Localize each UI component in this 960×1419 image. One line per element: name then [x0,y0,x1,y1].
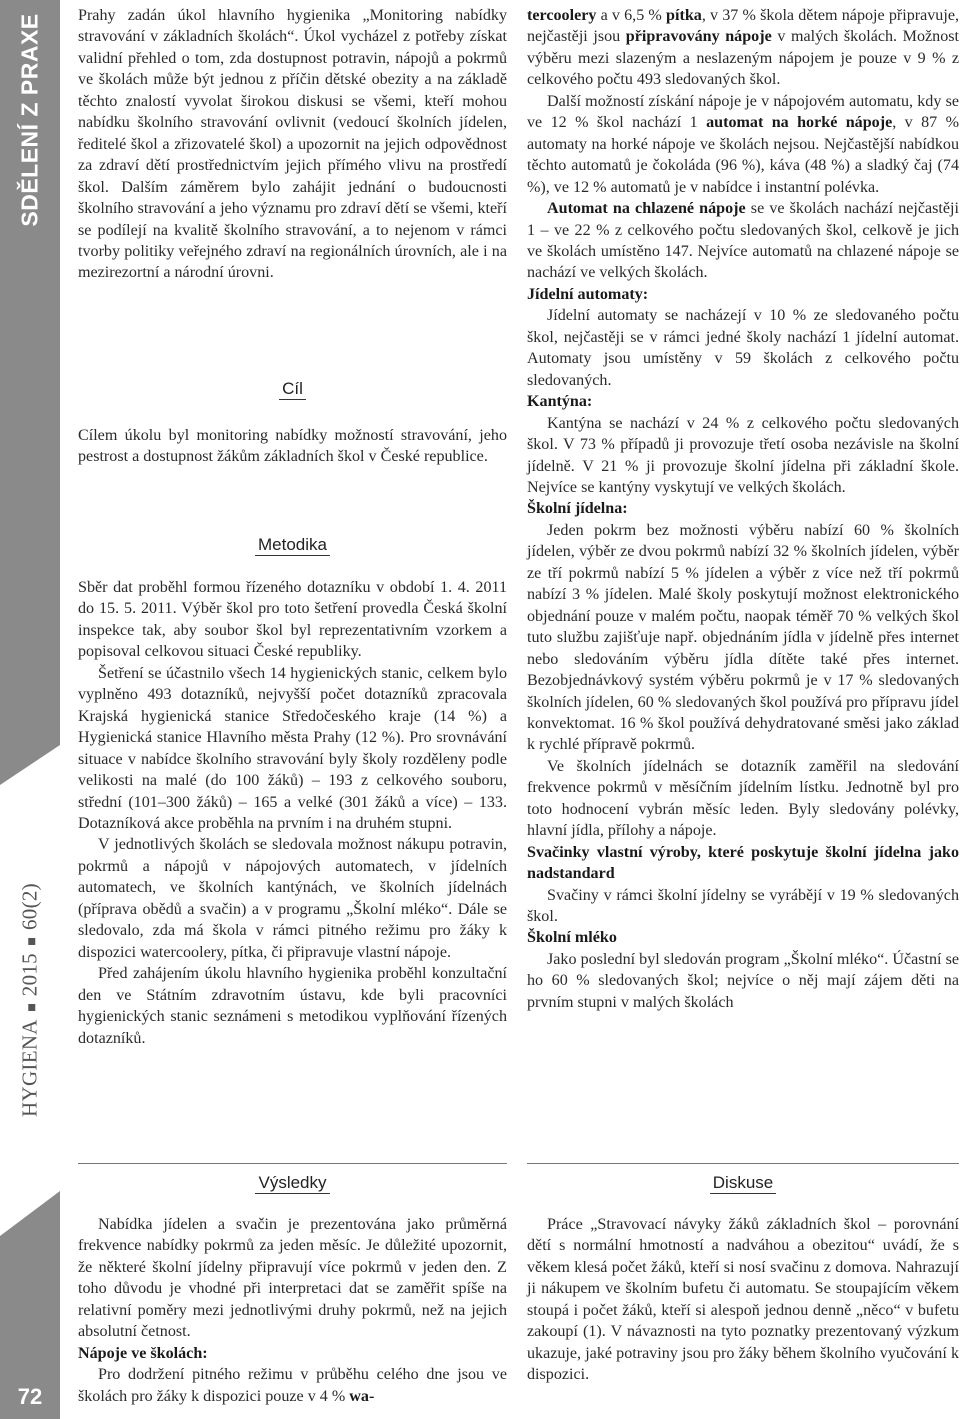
sidebar-wedge [0,745,60,785]
kantyna-paragraph: Kantýna se nachází v 24 % z celkového počtu sledovaných škol. V 73 % případů ji provozuje třetí osoba nezávisle na školní jídelně. V 21 % ji provozuje školní jídelna při základní škole. Nejvíce se kantýny vyskytují ve velkých školách. [527,414,959,496]
diskuse-paragraph: Práce „Stravovací návyky žáků základních škol – porovnání dětí s normální hmotností a nadváhou a obezitou“ uvádí, že s věkem klesá počet žáků, kteří si nosí svačinu z domova. Nahrazují ji nákupem ve školním bufetu či automatu. Se stoupajícím věkem stoupá i počet žáků, kteří si alespoň jednou denně „něco“ v bufetu zakoupí (1). V návaznosti na tyto poznatky prezentovaný výzkum ukazuje, jaké potraviny jsou pro žáky během školního vyučování k dispozici. [527,1216,959,1384]
skolni-jidelna-paragraph-2: Ve školních jídelnách se dotazník zaměřil na sledování frekvence pokrmů v měsíčním jídelním lístku. Jednotně byl pro toto hodnocení vybrán měsíc leden. Byly sledovány polévky, hlavní jídla, přílohy a nápoje. [527,757,959,840]
journal-issue: 60(2) [17,883,42,931]
divider-right [527,1163,959,1164]
section-title: SDĚLENÍ Z PRAXE [16,13,43,227]
sidebar [0,0,60,1419]
heading-jidelni-automaty: Jídelní automaty: [527,285,649,303]
napoje-ve-skolach-paragraph: Pro dodržení pitného režimu v průběhu celého dne jsou ve školách pro žáky k dispozici pouze v 4 % wa- [78,1366,507,1405]
metodika-paragraph-2: Šetření se účastnilo všech 14 hygienických stanic, celkem bylo vyplněno 493 dotazníků, nejvyšší počet dotazníků zpracovala Krajská hygienická stanice Středočeského kraje (14 %) a Hygienická stanice Hlavního města Prahy (12 %). Pro srovnávání situace v nabídce školního stravování byly školy rozděleny podle velikosti na malé (do 100 žáků) – 193 z celkového souboru, střední (101–300 žáků) – 165 a velké (301 žáků a více) – 133. Dotazníková akce proběhla na prvním i na druhém stupni. [78,664,507,832]
sidebar-wedge-bottom [0,1191,60,1236]
napoje-paragraph: tercoolery a v 6,5 % pítka, v 37 % škola dětem nápoje připravuje, nejčastěji jsou připravovány nápoje v malých školách. Možnost výběru mezi slazeným a neslazeným nápojem je pouze v 9 % z celkového počtu 493 sledovaných škol. [527,7,959,89]
square-bullet-icon [28,1004,35,1011]
vysledky-paragraph: Nabídka jídelen a svačin je prezentována jako průměrná frekvence nabídky pokrmů za jeden měsíc. Je důležité upozornit, že některé školní jídelny připravují více pokrmů v jeden den. Z toho důvodu je vhodné při interpretaci dat se zaměřit spíše na relativní poměry mezi jednotlivými druhy pokrmů, než na jejich absolutní četnost. [78,1216,507,1341]
skolni-mleko-paragraph: Jako poslední byl sledován program „Školní mléko“. Účastní se ho 60 % sledovaných škol; nejvíce o něj mají zájem děti na prvním stupni v malých školách [527,950,959,1011]
cil-paragraph: Cílem úkolu byl monitoring nabídky možností stravování, jeho pestrost a dostupnost žákům základních škol v České republice. [78,427,507,466]
jidelni-automaty-paragraph: Jídelní automaty se nacházejí v 10 % ze sledovaného počtu škol, nejčastěji se v rámci jedné školy nachází 1 jídelní automat. Automaty jsou umístěny v 59 školách z celkového počtu sledovaných. [527,307,959,389]
square-bullet-icon [28,938,35,945]
heading-skolni-jidelna: Školní jídelna: [527,500,628,518]
journal-name: HYGIENA [17,1019,42,1117]
metodika-paragraph-1: Sběr dat proběhl formou řízeného dotazníku v období 1. 4. 2011 do 15. 5. 2011. Výběr škol pro toto šetření provedla Česká školní inspekce tak, aby soubor škol byl reprezentativním vzorkem a popisoval celkovou situaci České republiky. [78,579,507,661]
heading-metodika: Metodika [78,534,507,555]
journal-year: 2015 [17,953,42,997]
cil-section [78,425,507,468]
left-column [78,5,507,284]
heading-skolni-mleko: Školní mléko [527,929,617,947]
journal-info [19,883,40,1117]
metodika-section [78,577,507,1049]
metodika-paragraph-3: V jednotlivých školách se sledovala možnost nákupu potravin, pokrmů a nápojů v nápojových automatech, v jídelních automatech, ve školních kantýnách, ve školních jídelnách (příprava obědů a svačin) a v programu „Školní mléko“. Dále se sledovalo, zda má škola v rámci pitného režimu pro žáky k dispozici watercoolery, pítka, či připravuje vlastní nápoje. [78,836,507,961]
intro-paragraph: Prahy zadán úkol hlavního hygienika „Monitoring nabídky stravování v základních školách“. Úkol vycházel z potřeby získat validní přehled o tom, zda dostupnost potravin, nápojů a pokrmů ve školách může být jednou z příčin dětské obezity a na základě těchto znalostí vyvolat širokou diskusi se všemi, kteří mohou nabídku školního stravování ovlivnit (vedoucí školních jídelen, ředitelé škol a zřizovatelé škol) a upozornit na jejich odpovědnost za zdraví dětí prostřednictvím jejich přímého vlivu na prostředí škol. Dalším záměrem bylo zahájit jednání o budoucnosti školního stravování a jeho významu pro zdraví dětí se všemi, kteří se podílejí na kvalitě školního stravování, a to nejenom v rámci tvorby politiky veřejného zdraví na regionálních úrovních, ale i na mezirezortní a národní úrovni. [78,7,507,282]
heading-kantyna: Kantýna: [527,393,593,411]
automat-chlazene-paragraph: Automat na chlazené nápoje se ve školách nachází nejčastěji 1 – ve 22 % z celkového počtu sledovaných škol, celkově je jich ve školách umístěno 147. Nejvíce automatů na chlazené nápoje se nachází ve velkých školách. [527,200,959,282]
heading-diskuse: Diskuse [527,1172,959,1193]
divider-left [78,1163,507,1164]
heading-vysledky: Výsledky [78,1172,507,1193]
page-number: 72 [17,1383,43,1409]
vysledky-section [78,1214,507,1407]
right-column [527,5,959,1013]
heading-cil: Cíl [78,378,507,399]
automat-horke-paragraph: Další možností získání nápoje je v nápojovém automatu, kdy se ve 12 % škol nachází 1 automat na horké nápoje, v 87 % automaty na horké nápoje ve školách nejsou. Nejčastější nabídkou těchto automatů je čokoláda (96 %), káva (48 %) a sladký čaj (74 %), ve 12 % automatů je v nabídce i instantní polévka. [527,92,959,196]
metodika-paragraph-4: Před zahájením úkolu hlavního hygienika proběhl konzultační den ve Státním zdravotním ústavu, kde byli pracovníci hygienických stanic seznámeni s metodikou vyplňování řízených dotazníků. [78,965,507,1047]
diskuse-section [527,1214,959,1386]
heading-svacinky: Svačinky vlastní výroby, které poskytuje školní jídelna jako nadstandard [527,843,959,883]
heading-napoje-ve-skolach: Nápoje ve školách: [78,1344,208,1362]
skolni-jidelna-paragraph-1: Jeden pokrm bez možnosti výběru nabízí 60 % školních jídelen, výběr ze dvou pokrmů nabízí 32 % školních jídelen, výběr ze tří pokrmů nabízí 5 % jídelen a výběr z více než tří pokrmů nabízí 3 % jídelen. Malé školy poskytují možnost elektronického objednání pouze v malém počtu, naopak téměř 70 % velkých škol tuto službu zajišťuje např. objednáním jídla v jídelně přes internet nebo sledováním výběru jídla dítěte také přes internet. Bezobjednávkový systém výběru pokrmů je v 17 % sledovaných školních jídelen, 60 % sledovaných škol používá pro přípravu jídel konvektomat. 16 % škol používá dehydratované směsi jako základ k rychlé přípravě pokrmů. [527,521,959,754]
svacinky-paragraph: Svačiny v rámci školní jídelny se vyrábějí v 19 % sledovaných škol. [527,886,959,926]
